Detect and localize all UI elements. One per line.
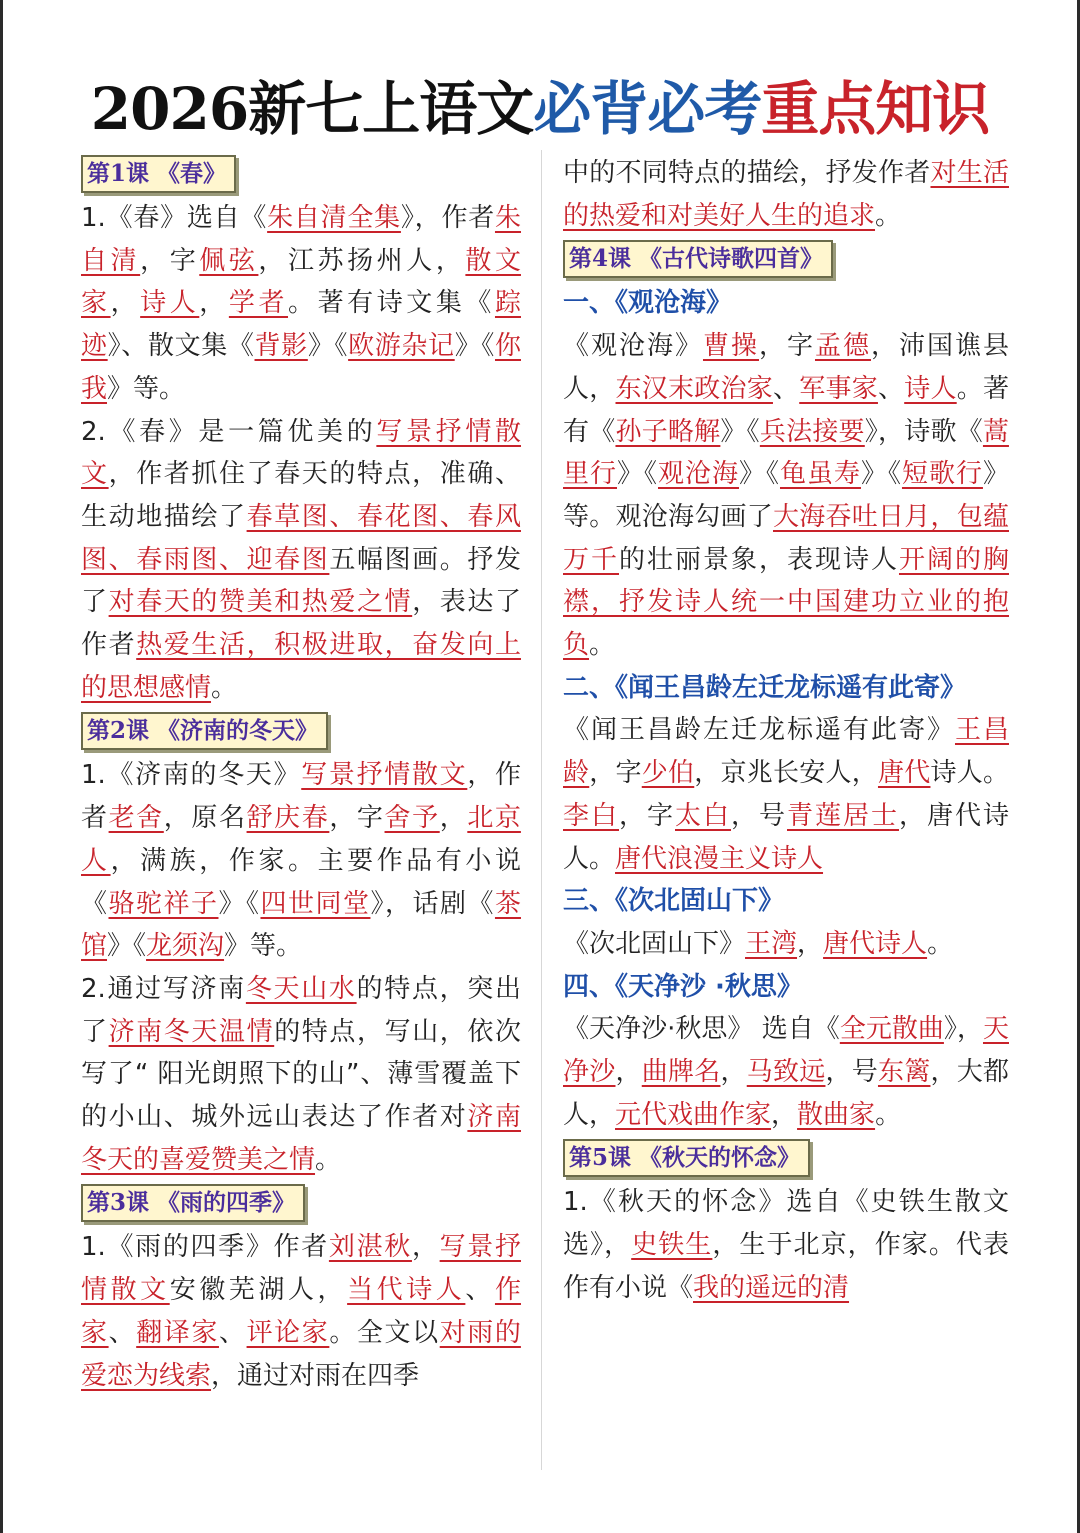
text-run: ，作者抓住了春天的特点，准确、生动地描绘了 bbox=[81, 459, 521, 532]
key-term: 东汉末政治家 bbox=[615, 373, 773, 404]
text-run: ， bbox=[720, 1057, 747, 1088]
key-term: 史铁生 bbox=[631, 1230, 713, 1261]
text-run: ， bbox=[439, 803, 468, 834]
lesson-2-point-2 bbox=[81, 968, 521, 1182]
text-run: 。 bbox=[875, 200, 902, 231]
key-term: 学者 bbox=[228, 288, 289, 319]
key-term: 散曲家 bbox=[797, 1099, 876, 1130]
key-term: 孙子略解 bbox=[615, 416, 721, 447]
poem-4-notes bbox=[563, 1008, 1009, 1136]
key-term: 龙须沟 bbox=[146, 931, 225, 962]
text-run: ， bbox=[771, 1099, 798, 1130]
text-run: ，京兆长安人， bbox=[694, 758, 878, 789]
text-run: 。 bbox=[315, 1144, 342, 1175]
text-run: ，字 bbox=[329, 803, 385, 834]
key-term: 龟虽寿 bbox=[779, 459, 861, 490]
text-run: ，生于北京，作家。代表作有小说《 bbox=[563, 1230, 1009, 1303]
text-run: ，作者 bbox=[81, 760, 521, 834]
text-run: ，字 bbox=[619, 800, 675, 831]
title-part-3: 重点知识 bbox=[761, 75, 990, 143]
key-term: 大海吞吐日月，包蕴万千 bbox=[563, 501, 1009, 575]
key-term: 对春天的赞美和热爱之情 bbox=[108, 587, 413, 618]
lesson-3-continued bbox=[563, 152, 1009, 237]
text-run: ，字 bbox=[758, 331, 815, 362]
text-run: 。 bbox=[875, 1099, 902, 1130]
text-run: 、 bbox=[772, 373, 800, 404]
text-run: 。全文以 bbox=[329, 1317, 440, 1348]
lesson-5-point-1 bbox=[563, 1181, 1009, 1309]
column-divider bbox=[541, 150, 542, 1470]
key-term: 我的遥远的清 bbox=[693, 1272, 850, 1303]
lesson-5-header: 第5课 《秋天的怀念》 bbox=[563, 1139, 810, 1177]
text-run: ，表达了作者 bbox=[81, 587, 521, 661]
key-term: 冬天山水 bbox=[245, 973, 357, 1004]
key-term: 太白 bbox=[675, 800, 731, 831]
text-run: ，满族，作家。主要作品有小说《 bbox=[81, 845, 521, 919]
key-term: 全元散曲 bbox=[839, 1014, 944, 1045]
text-run: ，沛国谯县人， bbox=[563, 331, 1009, 404]
key-term: 东篱 bbox=[877, 1057, 931, 1088]
poem-2-notes bbox=[563, 709, 1009, 880]
text-run: ，字 bbox=[140, 245, 200, 276]
title-part-2: 必背必考 bbox=[533, 75, 762, 143]
text-run: 2.《春》是一篇优美的 bbox=[81, 416, 377, 447]
text-run: ，唐代诗人。 bbox=[563, 800, 1009, 874]
key-term: 春草图、春花图、春风图、春雨图、迎春图 bbox=[81, 501, 521, 575]
text-run: ， bbox=[411, 1232, 440, 1263]
poem-4-heading: 四、《天净沙 ·秋思》 bbox=[563, 971, 803, 1002]
text-run: 1.《秋天的怀念》选自《史铁生散文选》， bbox=[563, 1187, 1009, 1261]
lesson-1-header: 第1课 《春》 bbox=[81, 155, 236, 193]
key-term: 青莲居士 bbox=[787, 800, 899, 831]
text-run: 的壮丽景象，表现诗人 bbox=[619, 544, 899, 575]
text-run: 》《 bbox=[107, 931, 147, 962]
text-run: 、 bbox=[465, 1275, 495, 1306]
text-run: 安徽芜湖人， bbox=[169, 1275, 348, 1306]
text-run: ，大都人， bbox=[563, 1057, 1009, 1130]
key-term: 对生活的热爱和对美好人生的追求 bbox=[563, 158, 1009, 231]
key-term: 朱自清全集 bbox=[267, 203, 401, 233]
text-run: 、 bbox=[108, 1317, 137, 1348]
text-run: 《天净沙·秋思》 选自《 bbox=[563, 1014, 840, 1045]
text-run: ，通过对雨在四季 bbox=[211, 1360, 420, 1391]
right-column bbox=[563, 152, 1009, 1310]
text-run: 》《 bbox=[720, 416, 760, 447]
key-term: 短歌行 bbox=[901, 459, 983, 490]
key-term: 天净沙 bbox=[563, 1014, 1009, 1088]
title-part-1: 2026新七上语文 bbox=[90, 75, 534, 143]
text-run: 《次北固山下》 bbox=[563, 928, 746, 959]
text-run: 1.《济南的冬天》 bbox=[81, 760, 302, 791]
key-term: 老舍 bbox=[108, 803, 164, 834]
text-run: 》等。 bbox=[107, 373, 186, 404]
key-term: 对雨的爱恋为线索 bbox=[81, 1317, 521, 1391]
lesson-2-header: 第2课 《济南的冬天》 bbox=[81, 712, 328, 750]
text-run: 》，话剧《 bbox=[370, 888, 495, 919]
key-term: 王湾 bbox=[745, 928, 798, 959]
text-run: 。 bbox=[589, 630, 616, 661]
lesson-3-header: 第3课 《雨的四季》 bbox=[81, 1184, 305, 1222]
key-term: 唐代浪漫主义诗人 bbox=[615, 843, 824, 874]
text-run: 。著有《 bbox=[563, 373, 1009, 447]
text-run: 、 bbox=[218, 1317, 247, 1348]
key-term: 济南冬天的喜爱赞美之情 bbox=[81, 1102, 521, 1175]
poem-3-notes bbox=[563, 923, 1009, 966]
key-term: 佩弦 bbox=[199, 245, 259, 276]
key-term: 散文家 bbox=[81, 245, 521, 319]
text-run: ， bbox=[110, 288, 141, 319]
key-term: 踪迹 bbox=[81, 288, 521, 362]
text-run: 1.《雨的四季》作者 bbox=[81, 1232, 329, 1263]
text-run: ，原名 bbox=[163, 803, 247, 834]
text-run: 》等。 bbox=[224, 931, 303, 962]
key-term: 你我 bbox=[81, 331, 521, 404]
key-term: 四世同堂 bbox=[260, 888, 371, 919]
key-term: 元代戏曲作家 bbox=[615, 1099, 772, 1130]
text-run: 五幅图画。抒发了 bbox=[81, 544, 521, 618]
text-run: 》，诗歌《 bbox=[864, 416, 983, 447]
text-run: 。著有诗文集《 bbox=[288, 288, 495, 319]
key-term: 开阔的胸襟，抒发诗人统一中国建功立业的抱负 bbox=[563, 544, 1009, 661]
text-run: 诗人。 bbox=[930, 758, 1009, 789]
text-run: ，江苏扬州人， bbox=[258, 245, 466, 276]
key-term: 观沧海 bbox=[658, 459, 739, 490]
key-term: 曲牌名 bbox=[641, 1057, 721, 1088]
poem-3-heading: 三、《次北固山下》 bbox=[563, 886, 785, 917]
key-term: 蒿里行 bbox=[563, 416, 1009, 490]
text-run: ， bbox=[199, 288, 229, 319]
text-run: 。 bbox=[211, 672, 238, 703]
text-run: 的特点，突出了 bbox=[81, 973, 521, 1047]
key-term: 翻译家 bbox=[136, 1317, 219, 1348]
text-run: ，号 bbox=[731, 800, 787, 831]
key-term: 唐代 bbox=[877, 758, 931, 789]
text-run: 》等。观沧海勾画了 bbox=[563, 459, 1009, 532]
lesson-4-header: 第4课 《古代诗歌四首》 bbox=[563, 240, 833, 278]
lesson-1-point-2 bbox=[81, 411, 521, 710]
poem-1-notes bbox=[563, 325, 1009, 667]
key-term: 朱自清 bbox=[81, 203, 521, 276]
key-term: 马致远 bbox=[746, 1057, 826, 1088]
poem-2-heading: 二、《闻王昌龄左迁龙标遥有此寄》 bbox=[563, 672, 967, 703]
key-term: 济南冬天温情 bbox=[108, 1016, 275, 1047]
key-term: 写景抒情散文 bbox=[301, 760, 468, 791]
key-term: 背影 bbox=[254, 331, 308, 362]
text-run: 。 bbox=[927, 928, 954, 959]
text-run: 、 bbox=[877, 373, 905, 404]
key-term: 舍予 bbox=[384, 803, 440, 834]
text-run: ， bbox=[797, 928, 824, 959]
key-term: 诗人 bbox=[904, 373, 957, 404]
text-run: 》《 bbox=[218, 888, 261, 919]
text-run: 》， bbox=[943, 1014, 983, 1045]
lesson-1-point-1 bbox=[81, 197, 521, 411]
key-term: 唐代诗人 bbox=[823, 928, 928, 959]
key-term: 曹操 bbox=[702, 331, 759, 362]
key-term: 写景抒情散文 bbox=[81, 1232, 521, 1306]
lesson-2-point-1 bbox=[81, 754, 521, 968]
text-run: 《观沧海》 bbox=[563, 331, 703, 362]
key-term: 骆驼祥子 bbox=[108, 888, 219, 919]
key-term: 写景抒情散文 bbox=[81, 416, 521, 490]
key-term: 刘湛秋 bbox=[328, 1232, 412, 1263]
key-term: 孟德 bbox=[814, 331, 871, 362]
key-term: 茶馆 bbox=[81, 888, 521, 962]
key-term: 兵法接要 bbox=[759, 416, 865, 447]
text-run: 》《 bbox=[307, 331, 349, 362]
key-term: 李白 bbox=[563, 800, 619, 831]
text-run: 中的不同特点的描绘，抒发作者 bbox=[563, 158, 931, 188]
key-term: 军事家 bbox=[799, 373, 878, 404]
key-term: 热爱生活，积极进取，奋发向上的思想感情 bbox=[81, 630, 521, 703]
key-term: 诗人 bbox=[140, 288, 200, 319]
text-run: 》、散文集《 bbox=[107, 331, 255, 362]
text-run: ，字 bbox=[589, 758, 642, 789]
text-run: 》《 bbox=[617, 459, 658, 490]
text-run: 》《 bbox=[738, 459, 780, 490]
key-term: 北京人 bbox=[81, 803, 521, 876]
poem-1-heading: 一、《观沧海》 bbox=[563, 288, 733, 319]
text-run: 》《 bbox=[454, 331, 495, 362]
key-term: 评论家 bbox=[246, 1317, 330, 1348]
left-column bbox=[81, 152, 521, 1397]
text-run: 《闻王昌龄左迁龙标遥有此寄》 bbox=[563, 715, 955, 746]
lesson-3-point-1 bbox=[81, 1226, 521, 1397]
text-run: 》，作者 bbox=[400, 203, 495, 233]
key-term: 欧游杂记 bbox=[348, 331, 455, 362]
text-run: 》《 bbox=[860, 459, 902, 490]
key-term: 舒庆春 bbox=[246, 803, 330, 834]
page-title bbox=[3, 62, 1077, 146]
key-term: 少伯 bbox=[641, 758, 695, 789]
key-term: 王昌龄 bbox=[563, 715, 1009, 789]
text-run: ，号 bbox=[825, 1057, 878, 1088]
text-run: 的特点，写山，依次写了“ 阳光朗照下的山”、薄雪覆盖下的小山、城外远山表达了作者对 bbox=[81, 1016, 521, 1133]
text-run: 2.通过写济南 bbox=[81, 973, 246, 1004]
text-run: 1.《春》选自《 bbox=[81, 203, 268, 233]
key-term: 当代诗人 bbox=[347, 1275, 466, 1306]
key-term: 作家 bbox=[81, 1275, 521, 1348]
text-run: ， bbox=[615, 1057, 642, 1088]
